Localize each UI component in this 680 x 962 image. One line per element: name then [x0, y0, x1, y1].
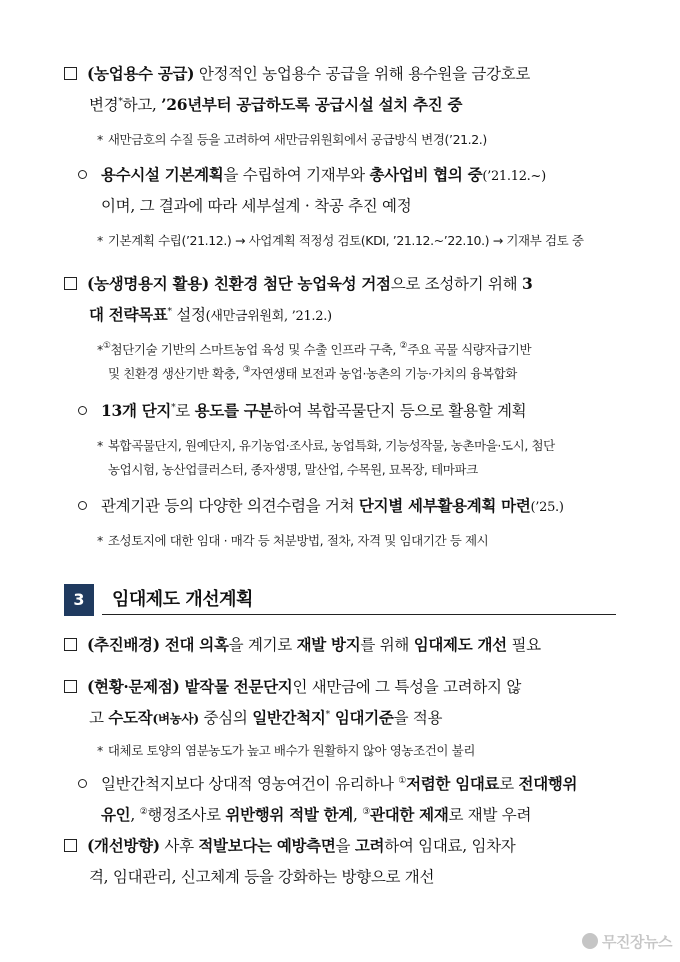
- footnote-water-quality: * 새만금호의 수질 등을 고려하여 새만금위원회에서 공급방식 변경(’21.2.): [97, 132, 487, 147]
- sub-item-water-plan-line1: 용수시설 기본계획을 수립하여 기재부와 총사업비 협의 중(’21.12.~): [78, 163, 546, 185]
- sub-item-13-complexes: 13개 단지*로 용도를 구분하여 복합곡물단지 등으로 활용할 계획: [78, 399, 526, 421]
- paragraph-land-use-line1: (농생명용지 활용) 친환경 첨단 농업육성 거점으로 조성하기 위해 3: [64, 272, 532, 294]
- square-bullet-icon: [64, 638, 77, 651]
- paragraph-improvement-line2: 격, 임대관리, 신고체계 등을 강화하는 방향으로 개선: [89, 868, 435, 886]
- footnote-soil-condition: * 대체로 토양의 염분농도가 높고 배수가 원활하지 않아 영농조건이 불리: [97, 743, 476, 758]
- footnote-disposal-method: * 조성토지에 대한 임대 · 매각 등 처분방법, 절차, 자격 및 임대기간 등 제시: [97, 533, 489, 548]
- paragraph-current-issues-line1: (현황·문제점) 밭작물 전문단지인 새만금에 그 특성을 고려하지 않: [64, 675, 521, 697]
- square-bullet-icon: [64, 277, 77, 290]
- footnote-complex-list-line2: 농업시험, 농산업클러스터, 종자생명, 말산업, 수목원, 묘목장, 테마파크: [108, 462, 478, 477]
- sub-item-water-plan-line2: 이며, 그 결과에 따라 세부설계 · 착공 추진 예정: [101, 197, 412, 215]
- section-header: [64, 584, 616, 616]
- paragraph-background: (추진배경) 전대 의혹을 계기로 재발 방지를 위해 임대제도 개선 필요: [64, 633, 541, 655]
- sub-item-opinion-gathering: 관계기관 등의 다양한 의견수렴을 거쳐 단지별 세부활용계획 마련(’25.): [78, 494, 564, 516]
- paragraph-agri-water-line2: 변경*하고, ’26년부터 공급하도록 공급시설 설치 추진 중: [89, 95, 463, 114]
- footnote-strategy-line2: 및 친환경 생산기반 확충, ③자연생태 보전과 농업·농촌의 기능·가치의 융복합화: [108, 365, 517, 381]
- square-bullet-icon: [64, 839, 77, 852]
- section-underline: [102, 614, 616, 615]
- footnote-plan-review: * 기본계획 수립(’21.12.) → 사업계획 적정성 검토(KDI, ’21.12.~’22.10.) → 기재부 검토 중: [97, 233, 584, 248]
- sub-item-sublease-line1: 일반간척지보다 상대적 영농여건이 유리하나 ①저렴한 임대료로 전대행위: [78, 772, 577, 794]
- paragraph-current-issues-line2: 고 수도작(벼농사) 중심의 일반간척지* 임대기준을 적용: [89, 708, 443, 727]
- circle-bullet-icon: [78, 779, 87, 788]
- watermark-icon: [582, 933, 598, 949]
- sub-item-sublease-line2: 유인, ②행정조사로 위반행위 적발 한계, ③관대한 제재로 재발 우려: [101, 805, 532, 824]
- circle-bullet-icon: [78, 501, 87, 510]
- footnote-strategy-line1: *①첨단기술 기반의 스마트농업 육성 및 수출 인프라 구축, ②주요 곡물 식량자급기반: [97, 341, 532, 357]
- square-bullet-icon: [64, 680, 77, 693]
- circle-bullet-icon: [78, 170, 87, 179]
- paragraph-land-use-line2: 대 전략목표* 설정(새만금위원회, ’21.2.): [89, 305, 332, 324]
- footnote-complex-list-line1: * 복합곡물단지, 원예단지, 유기농업·조사료, 농업특화, 기능성작물, 농촌마을·도시, 첨단: [97, 438, 555, 453]
- paragraph-improvement-line1: (개선방향) 사후 적발보다는 예방측면을 고려하여 임대료, 임차자: [64, 834, 515, 856]
- section-number: 3: [64, 584, 94, 616]
- paragraph-agri-water-line1: (농업용수 공급) 안정적인 농업용수 공급을 위해 용수원을 금강호로: [64, 62, 530, 84]
- watermark-logo: 무진장뉴스: [582, 931, 672, 952]
- section-title: 임대제도 개선계획: [112, 589, 253, 610]
- circle-bullet-icon: [78, 406, 87, 415]
- square-bullet-icon: [64, 67, 77, 80]
